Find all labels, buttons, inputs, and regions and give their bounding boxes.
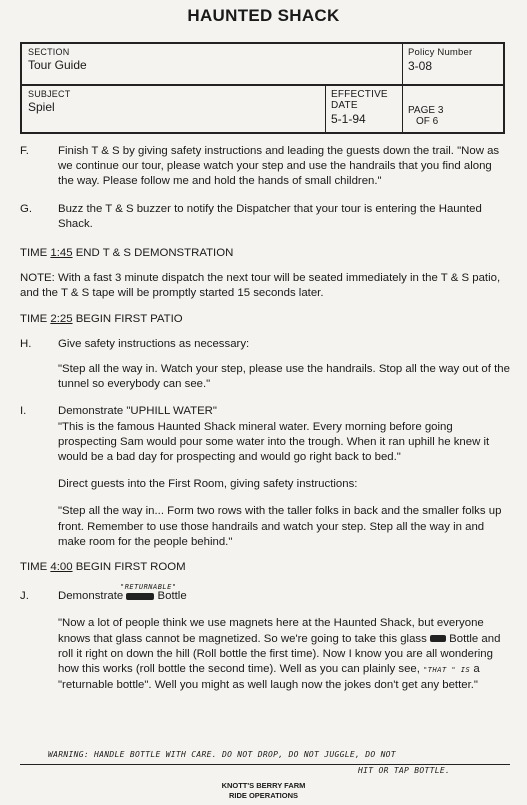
step-i bbox=[20, 404, 510, 550]
effective-date-value: 5-1-94 bbox=[331, 112, 366, 126]
step-text: Finish T & S by giving safety instructions and leading the guests down the trail. "Now as we continue our tour, please watch your step and use the handrails that you find along the way. Please follow me and hold the hands of small children." bbox=[58, 145, 500, 188]
step-title: Demonstrate Bottle bbox=[58, 590, 187, 603]
step-letter: H. bbox=[20, 337, 32, 350]
step-quote: "This is the famous Haunted Shack mineral water. Every morning before going prospecting Sam would pour some water into the trough. When it ran uphill he knew it would be a bad day for prospecting and would go right back to bed." bbox=[58, 420, 490, 464]
effective-label: EFFECTIVE bbox=[331, 89, 388, 100]
step-text: Give safety instructions as necessary: bbox=[58, 337, 250, 350]
handwritten-warning: WARNING: HANDLE BOTTLE WITH CARE. DO NOT DROP, DO NOT JUGGLE, DO NOT bbox=[48, 750, 396, 759]
document-body bbox=[20, 144, 510, 703]
redaction-mark bbox=[126, 593, 154, 600]
time-heading: TIME 2:25 BEGIN FIRST PATIO bbox=[20, 312, 183, 325]
step-letter: J. bbox=[20, 590, 29, 603]
page-total: OF 6 bbox=[416, 116, 439, 127]
step-quote: "Step all the way in. Watch your step, please use the handrails. Stop all the way out of the tunnel so everybody can see." bbox=[58, 363, 510, 391]
handwritten-annotation: "RETURNABLE" bbox=[120, 583, 177, 592]
effective-date-cell bbox=[325, 86, 402, 129]
policy-label: Policy Number bbox=[408, 47, 473, 58]
step-title: Demonstrate "UPHILL WATER" bbox=[58, 405, 217, 418]
step-f bbox=[20, 144, 510, 190]
step-g bbox=[20, 202, 510, 232]
page-number: PAGE 3 bbox=[408, 105, 444, 116]
step-h bbox=[20, 337, 510, 393]
section-cell bbox=[22, 44, 402, 75]
handwritten-annotation: "THAT " IS bbox=[423, 666, 471, 675]
handwritten-warning: HIT OR TAP BOTTLE. bbox=[358, 766, 451, 775]
time-heading: TIME 1:45 END T & S DEMONSTRATION bbox=[20, 247, 234, 260]
note-paragraph: NOTE: With a fast 3 minute dispatch the next tour will be seated immediately in the T & S patio, and the T & S tape will be promptly started 15 seconds later. bbox=[20, 272, 501, 300]
step-quote: "Now a lot of people think we use magnets here at the Haunted Shack, but everyone knows that glass cannot be magnetized. So we're going to take this glass Bottle and roll it right on down the hill (Roll bottle the first time). Now I know you are all wondering how this works (roll bottle the second time). Well as you can plainly see, "THAT " IS a "returnable bottle". Well you might as well laugh now the jokes don't get any better." bbox=[58, 617, 501, 692]
footer-department: RIDE OPERATIONS bbox=[228, 791, 299, 800]
page-title: HAUNTED SHACK bbox=[187, 6, 340, 25]
step-quote: "Step all the way in... Form two rows with the taller folks in back and the smaller folks up front. Remember to use those handrails and watch your step. Step all the way in and make room for the people behind." bbox=[58, 505, 502, 548]
policy-cell bbox=[402, 44, 502, 76]
redaction-mark bbox=[430, 635, 446, 642]
subject-cell bbox=[22, 86, 322, 117]
time-heading: TIME 4:00 BEGIN FIRST ROOM bbox=[20, 561, 186, 574]
date-label: DATE bbox=[331, 100, 358, 111]
subject-label: SUBJECT bbox=[28, 89, 71, 99]
section-value: Tour Guide bbox=[28, 58, 87, 72]
step-letter: G. bbox=[20, 202, 33, 215]
time-value: 4:00 bbox=[50, 561, 73, 574]
step-letter: F. bbox=[20, 145, 29, 157]
time-value: 1:45 bbox=[50, 247, 73, 260]
policy-value: 3-08 bbox=[408, 59, 433, 73]
step-text: Direct guests into the First Room, giving safety instructions: bbox=[58, 478, 358, 491]
section-label: SECTION bbox=[28, 47, 70, 57]
page-cell bbox=[402, 102, 502, 130]
subject-value: Spiel bbox=[28, 100, 55, 114]
policy-header-table bbox=[20, 42, 505, 134]
step-letter: I. bbox=[20, 405, 27, 418]
footer-company: KNOTT'S BERRY FARM bbox=[221, 781, 306, 790]
time-value: 2:25 bbox=[50, 312, 73, 325]
step-text: Buzz the T & S buzzer to notify the Dispatcher that your tour is entering the Haunted Shack. bbox=[58, 202, 482, 230]
warning-underline bbox=[20, 764, 510, 765]
step-j bbox=[20, 579, 510, 693]
